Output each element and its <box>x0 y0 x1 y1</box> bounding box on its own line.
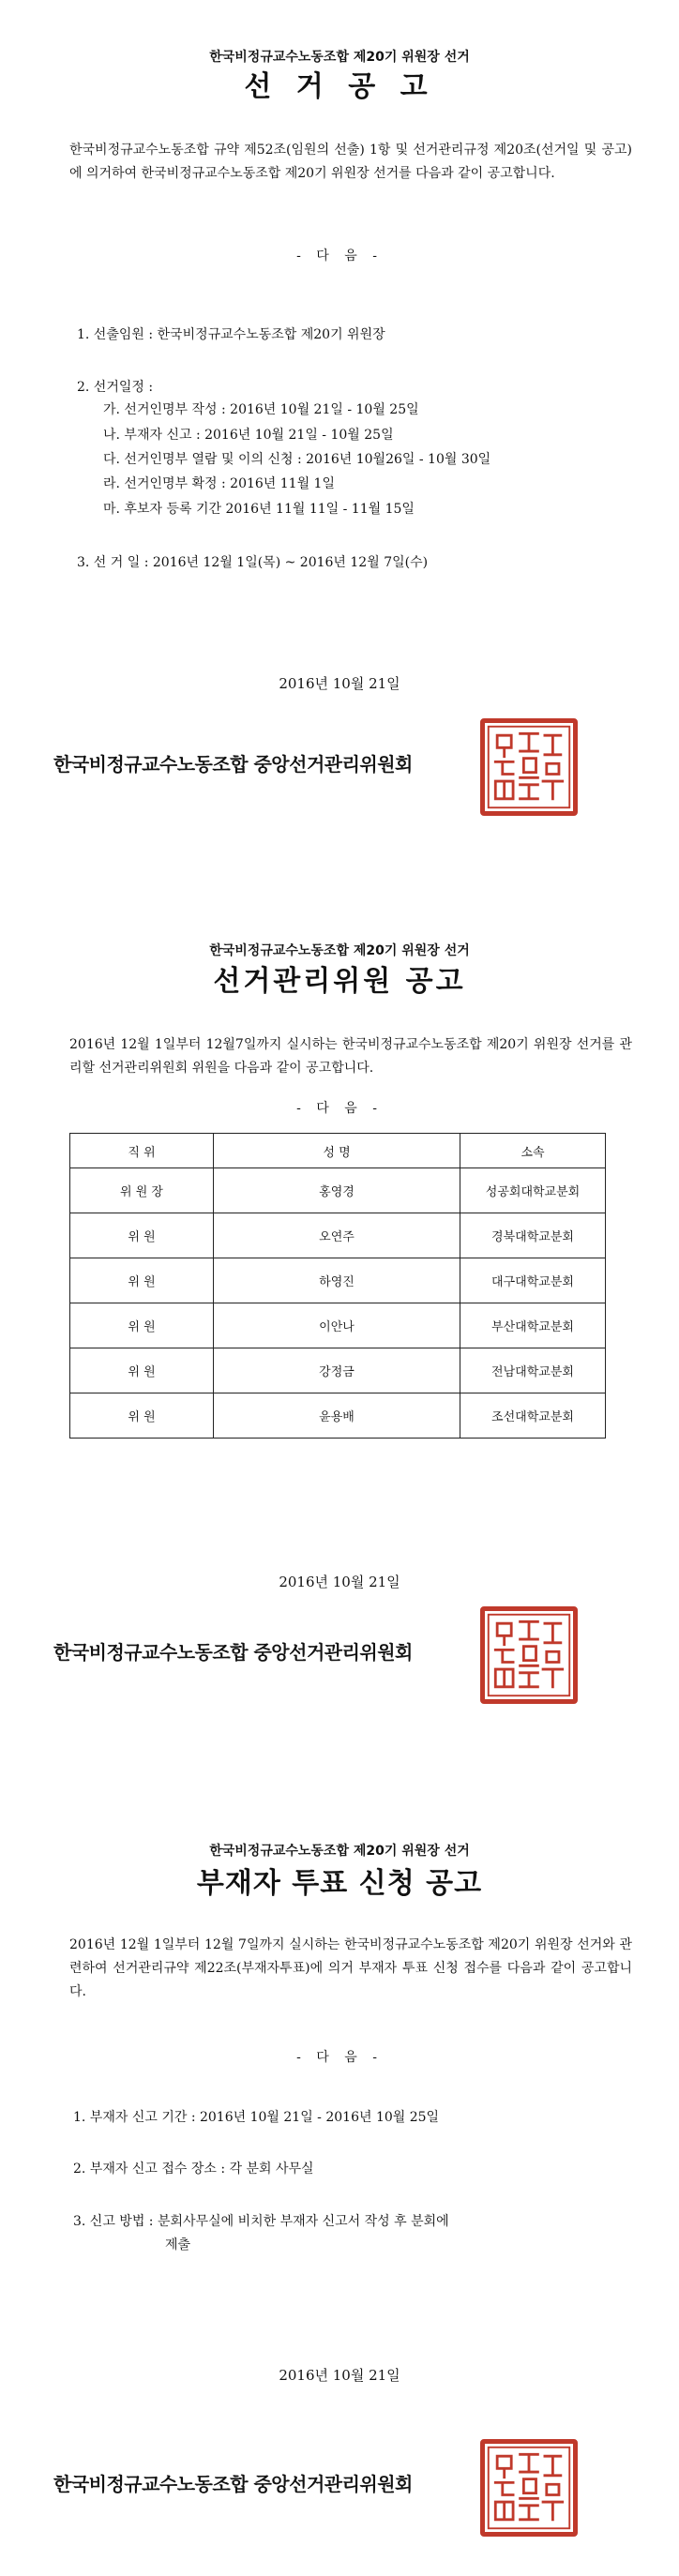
cell-affiliation: 전남대학교분회 <box>460 1348 606 1393</box>
notice1-item-2-heading: 2. 선거일정 : <box>77 380 154 395</box>
notice1-item-1: 1. 선출임원 : 한국비정규교수노동조합 제20기 위원장 <box>77 327 385 342</box>
column-header-name: 성 명 <box>214 1134 460 1168</box>
notice2-title: 선거관리위원 공고 <box>213 965 466 998</box>
notice1-organization: 한국비정규교수노동조합 중앙선거관리위원회 <box>53 753 413 776</box>
cell-position: 위 원 <box>70 1303 214 1348</box>
notice3-item-2: 2. 부재자 신고 접수 장소 : 각 분회 사무실 <box>73 2162 314 2177</box>
schedule-item: 라. 선거인명부 확정 : 2016년 11월 1일 <box>103 476 335 491</box>
committee-members-table <box>69 1133 606 1439</box>
notice3-divider: - 다 음 - <box>296 2050 383 2065</box>
official-seal-icon <box>480 1606 578 1704</box>
cell-position: 위 원 <box>70 1393 214 1439</box>
cell-name: 강정금 <box>214 1348 460 1393</box>
cell-position: 위 원 <box>70 1213 214 1258</box>
cell-position: 위 원 장 <box>70 1168 214 1213</box>
cell-affiliation: 부산대학교분회 <box>460 1303 606 1348</box>
notice1-title: 선 거 공 고 <box>244 70 435 103</box>
notice3-organization: 한국비정규교수노동조합 중앙선거관리위원회 <box>53 2473 413 2495</box>
notice2-date: 2016년 10월 21일 <box>279 1574 400 1590</box>
official-seal-icon <box>480 718 578 816</box>
cell-affiliation: 경북대학교분회 <box>460 1213 606 1258</box>
schedule-item: 가. 선거인명부 작성 : 2016년 10월 21일 - 10월 25일 <box>103 402 419 417</box>
notice3-item-1: 1. 부재자 신고 기간 : 2016년 10월 21일 - 2016년 10월 25일 <box>73 2110 440 2125</box>
cell-name: 이안나 <box>214 1303 460 1348</box>
cell-name: 홍영경 <box>214 1168 460 1213</box>
notice2-organization: 한국비정규교수노동조합 중앙선거관리위원회 <box>53 1641 413 1664</box>
notice3-subtitle: 한국비정규교수노동조합 제20기 위원장 선거 <box>209 1844 470 1859</box>
schedule-item: 마. 후보자 등록 기간 2016년 11월 11일 - 11월 15일 <box>103 502 415 517</box>
table-row <box>70 1348 606 1393</box>
schedule-item: 나. 부재자 신고 : 2016년 10월 21일 - 10월 25일 <box>103 428 394 443</box>
notice2-subtitle: 한국비정규교수노동조합 제20기 위원장 선거 <box>209 943 470 958</box>
table-row <box>70 1213 606 1258</box>
cell-position: 위 원 <box>70 1258 214 1303</box>
notice3-title: 부재자 투표 신청 공고 <box>196 1867 483 1900</box>
table-row <box>70 1303 606 1348</box>
notice1-date: 2016년 10월 21일 <box>279 675 400 692</box>
cell-name: 윤용배 <box>214 1393 460 1439</box>
cell-affiliation: 대구대학교분회 <box>460 1258 606 1303</box>
notice3-item-3-continued: 제출 <box>165 2237 191 2252</box>
notice2-divider: - 다 음 - <box>296 1101 383 1116</box>
column-header-position: 직 위 <box>70 1134 214 1168</box>
official-seal-icon <box>480 2439 578 2537</box>
notice1-subtitle: 한국비정규교수노동조합 제20기 위원장 선거 <box>209 50 470 65</box>
cell-affiliation: 성공회대학교분회 <box>460 1168 606 1213</box>
table-row <box>70 1393 606 1439</box>
notice1-item-3: 3. 선 거 일 : 2016년 12월 1일(목) ~ 2016년 12월 7일(수) <box>77 555 429 570</box>
notice1-body: 한국비정규교수노동조합 규약 제52조(임원의 선출) 1항 및 선거관리규정 제20조(선거일 및 공고)에 의거하여 한국비정규교수노동조합 제20기 위원장 선거를 다음과 같이 공고합니다. <box>69 143 632 181</box>
cell-position: 위 원 <box>70 1348 214 1393</box>
column-header-affiliation: 소속 <box>460 1134 606 1168</box>
table-row <box>70 1258 606 1303</box>
notice3-body: 2016년 12월 1일부터 12월 7일까지 실시하는 한국비정규교수노동조합 제20기 위원장 선거와 관련하여 선거관리규약 제22조(부재자투표)에 의거 부재자 투표 신청 접수를 다음과 같이 공고합니다. <box>69 1937 632 1999</box>
cell-affiliation: 조선대학교분회 <box>460 1393 606 1439</box>
notice3-date: 2016년 10월 21일 <box>279 2367 400 2384</box>
schedule-item: 다. 선거인명부 열람 및 이의 신청 : 2016년 10월26일 - 10월 30일 <box>103 452 491 467</box>
notice2-body: 2016년 12월 1일부터 12월7일까지 실시하는 한국비정규교수노동조합 제20기 위원장 선거를 관리할 선거관리위원회 위원을 다음과 같이 공고합니다. <box>69 1037 632 1076</box>
notice3-item-3: 3. 신고 방법 : 분회사무실에 비치한 부재자 신고서 작성 후 분회에 <box>73 2214 449 2229</box>
table-header-row <box>70 1134 606 1168</box>
table-row <box>70 1168 606 1213</box>
notice1-divider: - 다 음 - <box>296 249 383 264</box>
cell-name: 오연주 <box>214 1213 460 1258</box>
cell-name: 하영진 <box>214 1258 460 1303</box>
